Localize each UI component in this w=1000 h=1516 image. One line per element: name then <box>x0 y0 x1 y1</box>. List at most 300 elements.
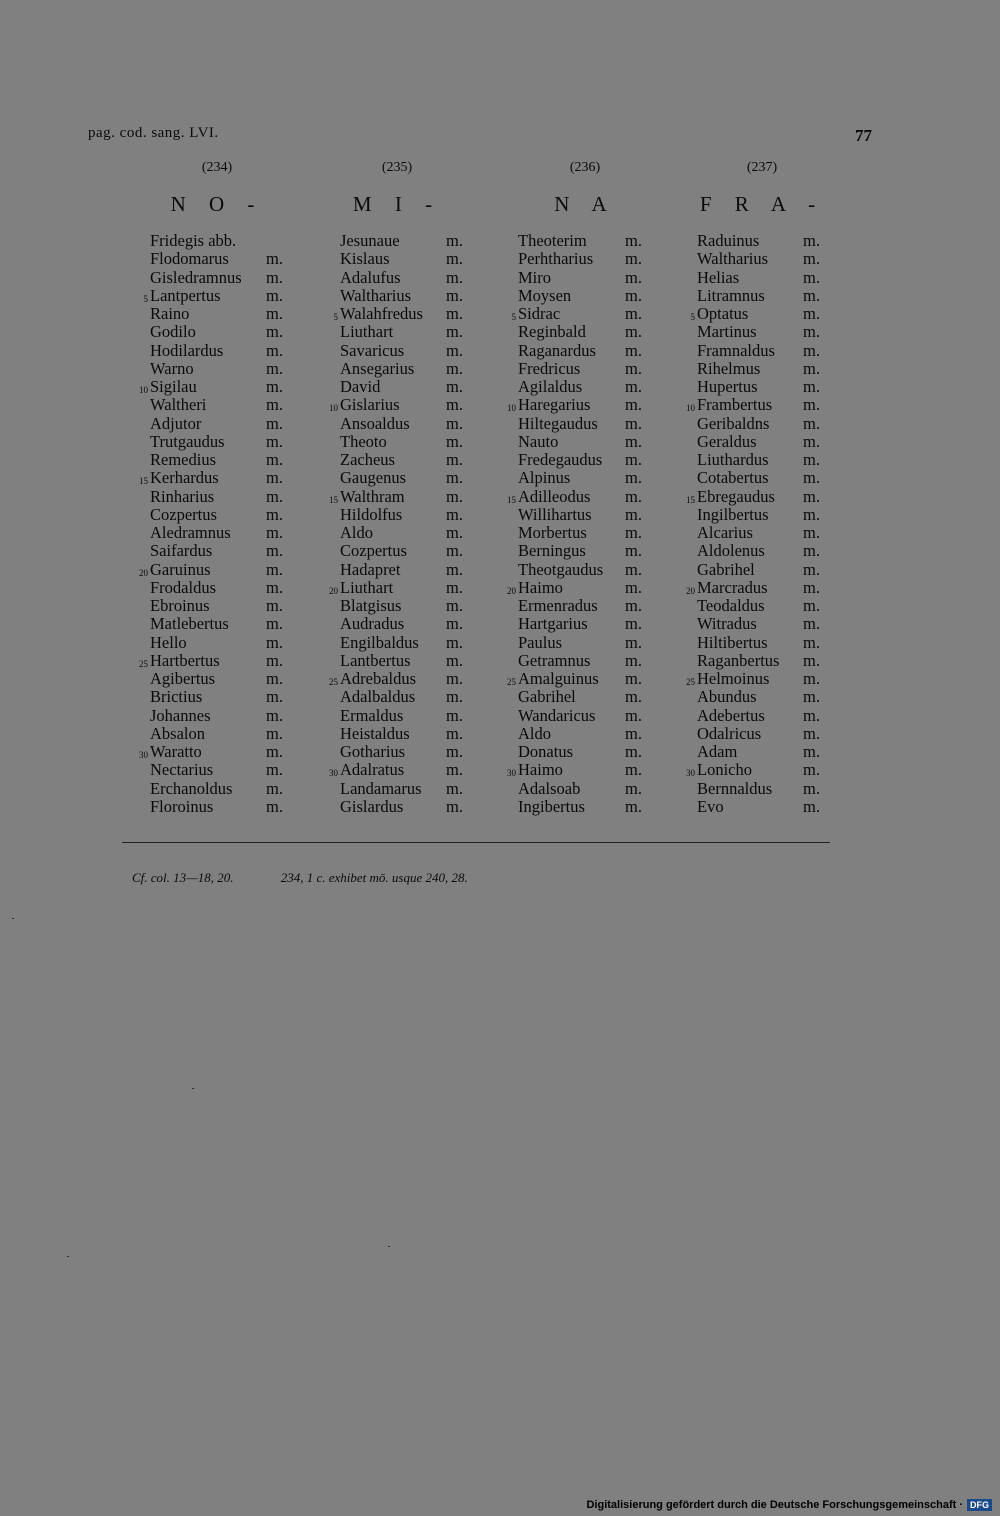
person-name: Bernnaldus <box>697 778 773 798</box>
name-row <box>518 652 708 670</box>
column-number: (237) <box>746 160 778 175</box>
status-mark: m. <box>803 322 820 342</box>
column-number: (236) <box>569 160 601 175</box>
name-row <box>697 798 887 816</box>
status-mark: m. <box>266 267 283 287</box>
name-row <box>518 433 708 451</box>
line-number: 30 <box>329 768 338 779</box>
status-mark: m. <box>625 669 642 688</box>
status-mark: m. <box>625 340 642 360</box>
line-number: 10 <box>507 403 516 414</box>
person-name: Liuthart <box>340 577 394 597</box>
status-mark: m. <box>803 723 820 743</box>
person-name: Alpinus <box>518 468 571 488</box>
name-row <box>150 524 340 542</box>
name-row <box>150 269 340 287</box>
name-row <box>329 395 530 415</box>
line-number: 20 <box>686 585 695 596</box>
name-row <box>150 688 340 706</box>
person-name: Raduinus <box>697 231 760 250</box>
person-name: Waratto <box>150 742 202 761</box>
status-mark: m. <box>266 358 283 378</box>
status-mark: m. <box>803 687 820 707</box>
person-name: Fridegis abb. <box>150 231 237 250</box>
name-row <box>150 725 340 743</box>
person-name: Erchanoldus <box>150 778 233 798</box>
name-row <box>697 360 887 378</box>
status-mark: m. <box>803 231 820 250</box>
status-mark: m. <box>803 669 820 688</box>
person-name: Miro <box>518 267 551 287</box>
status-mark: m. <box>803 431 820 451</box>
name-row <box>518 451 708 469</box>
name-row <box>697 707 887 725</box>
name-row <box>150 780 340 798</box>
name-row <box>697 232 887 250</box>
name-list <box>139 231 340 816</box>
name-row <box>697 524 887 542</box>
status-mark: m. <box>266 687 283 707</box>
name-row <box>518 323 708 341</box>
status-mark: m. <box>625 632 642 652</box>
name-row <box>518 342 708 360</box>
name-row <box>697 433 887 451</box>
person-name: Marcradus <box>697 577 768 597</box>
person-name: Savaricus <box>340 340 405 360</box>
name-row <box>518 250 708 268</box>
name-row <box>340 323 530 341</box>
person-name: Kislaus <box>340 249 390 269</box>
person-name: Engilbaldus <box>340 632 419 652</box>
person-name: Brictius <box>150 687 203 707</box>
person-name: Alcarius <box>697 523 753 542</box>
name-row <box>340 232 530 250</box>
person-name: Hildolfus <box>340 504 403 524</box>
name-row <box>329 577 530 597</box>
person-name: Berningus <box>518 541 586 561</box>
person-name: Flodomarus <box>150 249 229 269</box>
name-row <box>507 486 708 506</box>
person-name: Adilleodus <box>518 486 591 506</box>
status-mark: m. <box>266 559 283 579</box>
person-name: Gotharius <box>340 742 406 761</box>
person-name: Hiltegaudus <box>518 413 598 433</box>
person-name: Geraldus <box>697 431 757 451</box>
status-mark: m. <box>625 486 642 506</box>
person-name: Perhtharius <box>518 249 594 269</box>
status-mark: m. <box>266 340 283 360</box>
status-mark: m. <box>625 541 642 561</box>
person-name: Liuthart <box>340 322 394 342</box>
name-row <box>686 669 887 688</box>
status-mark: m. <box>446 340 463 360</box>
name-row <box>150 451 340 469</box>
name-row <box>150 305 340 323</box>
person-name: Aldo <box>518 723 551 743</box>
status-mark: m. <box>446 395 463 415</box>
status-mark: m. <box>803 504 820 524</box>
name-row <box>340 725 530 743</box>
person-name: Geribaldns <box>697 413 770 433</box>
status-mark: m. <box>803 468 820 488</box>
status-mark: m. <box>446 377 463 396</box>
name-row <box>507 760 708 780</box>
name-row <box>697 250 887 268</box>
person-name: Hiltibertus <box>697 632 768 652</box>
status-mark: m. <box>803 358 820 378</box>
person-name: Adalufus <box>340 267 401 287</box>
status-mark: m. <box>266 614 283 634</box>
name-row <box>697 378 887 396</box>
status-mark: m. <box>803 523 820 542</box>
name-row <box>143 285 340 305</box>
status-mark: m. <box>446 796 463 816</box>
name-row <box>686 395 887 415</box>
person-name: Morbertus <box>518 523 587 542</box>
name-row <box>686 486 887 506</box>
status-mark: m. <box>625 523 642 542</box>
person-name: Hupertus <box>697 377 758 396</box>
person-name: Aldolenus <box>697 541 765 561</box>
status-mark: m. <box>266 541 283 561</box>
name-row <box>518 743 708 761</box>
name-row <box>340 652 530 670</box>
person-name: Framnaldus <box>697 340 775 360</box>
status-mark: m. <box>446 723 463 743</box>
person-name: Haimo <box>518 760 563 780</box>
person-name: Martinus <box>697 322 757 342</box>
name-row <box>150 250 340 268</box>
person-name: Hello <box>150 632 187 652</box>
person-name: Evo <box>697 796 724 816</box>
person-name: Rihelmus <box>697 358 761 378</box>
status-mark: m. <box>446 650 463 670</box>
status-mark: m. <box>803 614 820 634</box>
person-name: Gislardus <box>340 796 404 816</box>
status-mark: m. <box>266 796 283 816</box>
name-row <box>340 597 530 615</box>
status-mark: m. <box>446 413 463 433</box>
name-row <box>511 304 708 323</box>
status-mark: m. <box>446 249 463 269</box>
name-row <box>697 743 887 761</box>
person-name: Walahfredus <box>340 304 423 323</box>
name-row <box>150 506 340 524</box>
status-mark: m. <box>266 322 283 342</box>
person-name: Paulus <box>518 632 563 652</box>
name-row <box>340 342 530 360</box>
person-name: Gabrihel <box>518 687 576 707</box>
name-row <box>150 396 340 414</box>
line-number: 10 <box>329 403 338 414</box>
name-row <box>139 377 340 396</box>
status-mark: m. <box>625 577 642 597</box>
status-mark: m. <box>803 650 820 670</box>
status-mark: m. <box>446 760 463 780</box>
name-row <box>697 725 887 743</box>
line-number: 30 <box>507 768 516 779</box>
name-row <box>340 269 530 287</box>
name-row <box>150 798 340 816</box>
name-row <box>150 707 340 725</box>
name-row <box>697 469 887 487</box>
name-row <box>333 304 530 323</box>
status-mark: m. <box>625 304 642 323</box>
name-row <box>150 615 340 633</box>
person-name: Fredegaudus <box>518 450 603 469</box>
footnote-1: Cf. col. 13—18, 20. <box>132 870 234 885</box>
status-mark: m. <box>625 431 642 451</box>
person-name: Raganbertus <box>697 650 780 670</box>
person-name: Ebroinus <box>150 596 210 615</box>
status-mark: m. <box>266 742 283 761</box>
name-row <box>697 287 887 305</box>
name-row <box>518 634 708 652</box>
person-name: Adebertus <box>697 705 765 725</box>
status-mark: m. <box>446 231 463 250</box>
person-name: Ansegarius <box>340 358 415 378</box>
name-row <box>150 232 340 250</box>
person-name: Helmoinus <box>697 669 770 688</box>
status-mark: m. <box>803 450 820 469</box>
status-mark: m. <box>446 632 463 652</box>
name-row <box>697 542 887 560</box>
name-row <box>518 542 708 560</box>
name-row <box>697 561 887 579</box>
person-name: Zacheus <box>340 450 395 469</box>
person-name: Lonicho <box>697 760 752 780</box>
dfg-logo-icon: DFG <box>967 1499 992 1511</box>
name-row <box>518 597 708 615</box>
name-row <box>340 634 530 652</box>
page-header-left: pag. cod. sang. LVI. <box>88 125 219 141</box>
status-mark: m. <box>625 249 642 269</box>
status-mark: m. <box>266 596 283 615</box>
name-row <box>150 415 340 433</box>
name-row <box>340 506 530 524</box>
name-row <box>697 506 887 524</box>
status-mark: m. <box>625 413 642 433</box>
person-name: Liuthardus <box>697 450 769 469</box>
name-row <box>329 669 530 688</box>
digitization-credit <box>586 1499 992 1511</box>
person-name: Waltharius <box>697 249 769 269</box>
name-row <box>697 652 887 670</box>
name-row <box>697 269 887 287</box>
status-mark: m. <box>446 577 463 597</box>
person-name: Lantbertus <box>340 650 411 670</box>
status-mark: m. <box>625 450 642 469</box>
person-name: Walthram <box>340 486 405 506</box>
status-mark: m. <box>625 723 642 743</box>
name-row <box>340 524 530 542</box>
line-number: 30 <box>686 768 695 779</box>
status-mark: m. <box>446 504 463 524</box>
name-row <box>518 615 708 633</box>
line-number: 15 <box>686 494 695 505</box>
status-mark: m. <box>625 358 642 378</box>
person-name: Litramnus <box>697 285 765 305</box>
name-row <box>150 542 340 560</box>
status-mark: m. <box>625 231 642 250</box>
status-mark: m. <box>266 760 283 780</box>
name-row <box>150 433 340 451</box>
name-row <box>139 742 340 761</box>
person-name: Audradus <box>340 614 405 634</box>
name-row <box>507 669 708 688</box>
name-row <box>340 615 530 633</box>
person-name: Garuinus <box>150 559 211 579</box>
status-mark: m. <box>266 778 283 798</box>
person-name: Matlebertus <box>150 614 229 634</box>
line-number: 25 <box>139 658 148 669</box>
person-name: Cozpertus <box>150 504 217 524</box>
name-row <box>340 743 530 761</box>
status-mark: m. <box>266 395 283 415</box>
person-name: Fredricus <box>518 358 581 378</box>
name-row <box>340 378 530 396</box>
person-name: Hadapret <box>340 559 401 579</box>
column-heading: F R A - <box>699 192 825 216</box>
person-name: Helias <box>697 267 740 287</box>
name-list <box>507 231 708 816</box>
name-row <box>518 688 708 706</box>
person-name: Gislarius <box>340 395 400 415</box>
name-row <box>518 780 708 798</box>
person-name: Aldo <box>340 523 373 542</box>
name-row <box>150 342 340 360</box>
page-number: 77 <box>855 126 872 145</box>
status-mark: m. <box>803 486 820 506</box>
status-mark: m. <box>446 687 463 707</box>
status-mark: m. <box>625 778 642 798</box>
person-name: Ansoaldus <box>340 413 410 433</box>
person-name: Witradus <box>697 614 757 634</box>
name-row <box>690 304 887 323</box>
name-row <box>150 360 340 378</box>
person-name: Donatus <box>518 742 573 761</box>
person-name: Ebregaudus <box>697 486 775 506</box>
person-name: Rinharius <box>150 486 215 506</box>
status-mark: m. <box>803 559 820 579</box>
name-row <box>150 323 340 341</box>
person-name: Absalon <box>150 723 205 743</box>
name-row <box>150 634 340 652</box>
status-mark: m. <box>266 304 283 323</box>
column-number: (235) <box>381 160 413 175</box>
line-number: 25 <box>686 677 695 687</box>
name-row <box>150 761 340 779</box>
footnote-2: 234, 1 c. exhibet mō. usque 240, 28. <box>280 870 468 885</box>
name-row <box>340 415 530 433</box>
status-mark: m. <box>803 632 820 652</box>
name-row <box>518 269 708 287</box>
name-row <box>329 760 530 780</box>
line-number: 5 <box>333 312 338 322</box>
name-row <box>518 415 708 433</box>
name-row <box>139 468 340 488</box>
status-mark: m. <box>446 358 463 378</box>
person-name: Gaugenus <box>340 468 406 488</box>
status-mark: m. <box>266 523 283 542</box>
status-mark: m. <box>266 504 283 524</box>
person-name: Hodilardus <box>150 340 224 360</box>
person-name: Theotgaudus <box>518 559 604 579</box>
person-name: Lantpertus <box>150 285 221 305</box>
name-row <box>150 597 340 615</box>
person-name: Theoto <box>340 431 387 451</box>
person-name: Godilo <box>150 322 196 342</box>
name-row <box>697 415 887 433</box>
person-name: Willihartus <box>518 504 592 524</box>
column-heading: N A <box>554 192 616 216</box>
person-name: Adrebaldus <box>340 669 417 688</box>
line-number: 5 <box>511 312 516 322</box>
person-name: Raganardus <box>518 340 596 360</box>
status-mark: m. <box>625 796 642 816</box>
name-row <box>340 780 530 798</box>
name-row <box>697 342 887 360</box>
status-mark: m. <box>803 541 820 561</box>
status-mark: m. <box>266 705 283 725</box>
name-row <box>139 650 340 670</box>
status-mark: m. <box>446 431 463 451</box>
person-name: Raino <box>150 304 190 323</box>
status-mark: m. <box>446 559 463 579</box>
person-name: Frambertus <box>697 395 773 415</box>
status-mark: m. <box>446 450 463 469</box>
name-row <box>150 488 340 506</box>
person-name: Ingilbertus <box>697 504 769 524</box>
name-row <box>340 287 530 305</box>
person-name: Nectarius <box>150 760 214 780</box>
person-name: Landamarus <box>340 778 422 798</box>
person-name: Gabrihel <box>697 559 755 579</box>
status-mark: m. <box>803 796 820 816</box>
status-mark: m. <box>446 486 463 506</box>
name-row <box>697 615 887 633</box>
person-name: Reginbald <box>518 322 586 342</box>
status-mark: m. <box>446 669 463 688</box>
person-name: Hartbertus <box>150 650 220 670</box>
status-mark: m. <box>266 468 283 488</box>
person-name: Waltharius <box>340 285 412 305</box>
person-name: Ingibertus <box>518 796 585 816</box>
status-mark: m. <box>803 249 820 269</box>
status-mark: m. <box>266 669 283 688</box>
status-mark: m. <box>803 413 820 433</box>
status-mark: m. <box>266 285 283 305</box>
name-row <box>518 707 708 725</box>
name-row <box>139 559 340 579</box>
name-row <box>340 688 530 706</box>
name-row <box>518 232 708 250</box>
status-mark: m. <box>803 778 820 798</box>
name-row <box>518 506 708 524</box>
status-mark: m. <box>446 705 463 725</box>
person-name: Wandaricus <box>518 705 596 725</box>
person-name: Moysen <box>518 285 572 305</box>
line-number: 5 <box>143 293 148 304</box>
speck <box>388 1246 390 1247</box>
status-mark: m. <box>446 304 463 323</box>
status-mark: m. <box>625 267 642 287</box>
line-number: 20 <box>507 585 516 596</box>
status-mark: m. <box>446 742 463 761</box>
person-name: Adalratus <box>340 760 405 780</box>
person-name: Floroinus <box>150 796 214 816</box>
line-number: 30 <box>139 750 148 760</box>
